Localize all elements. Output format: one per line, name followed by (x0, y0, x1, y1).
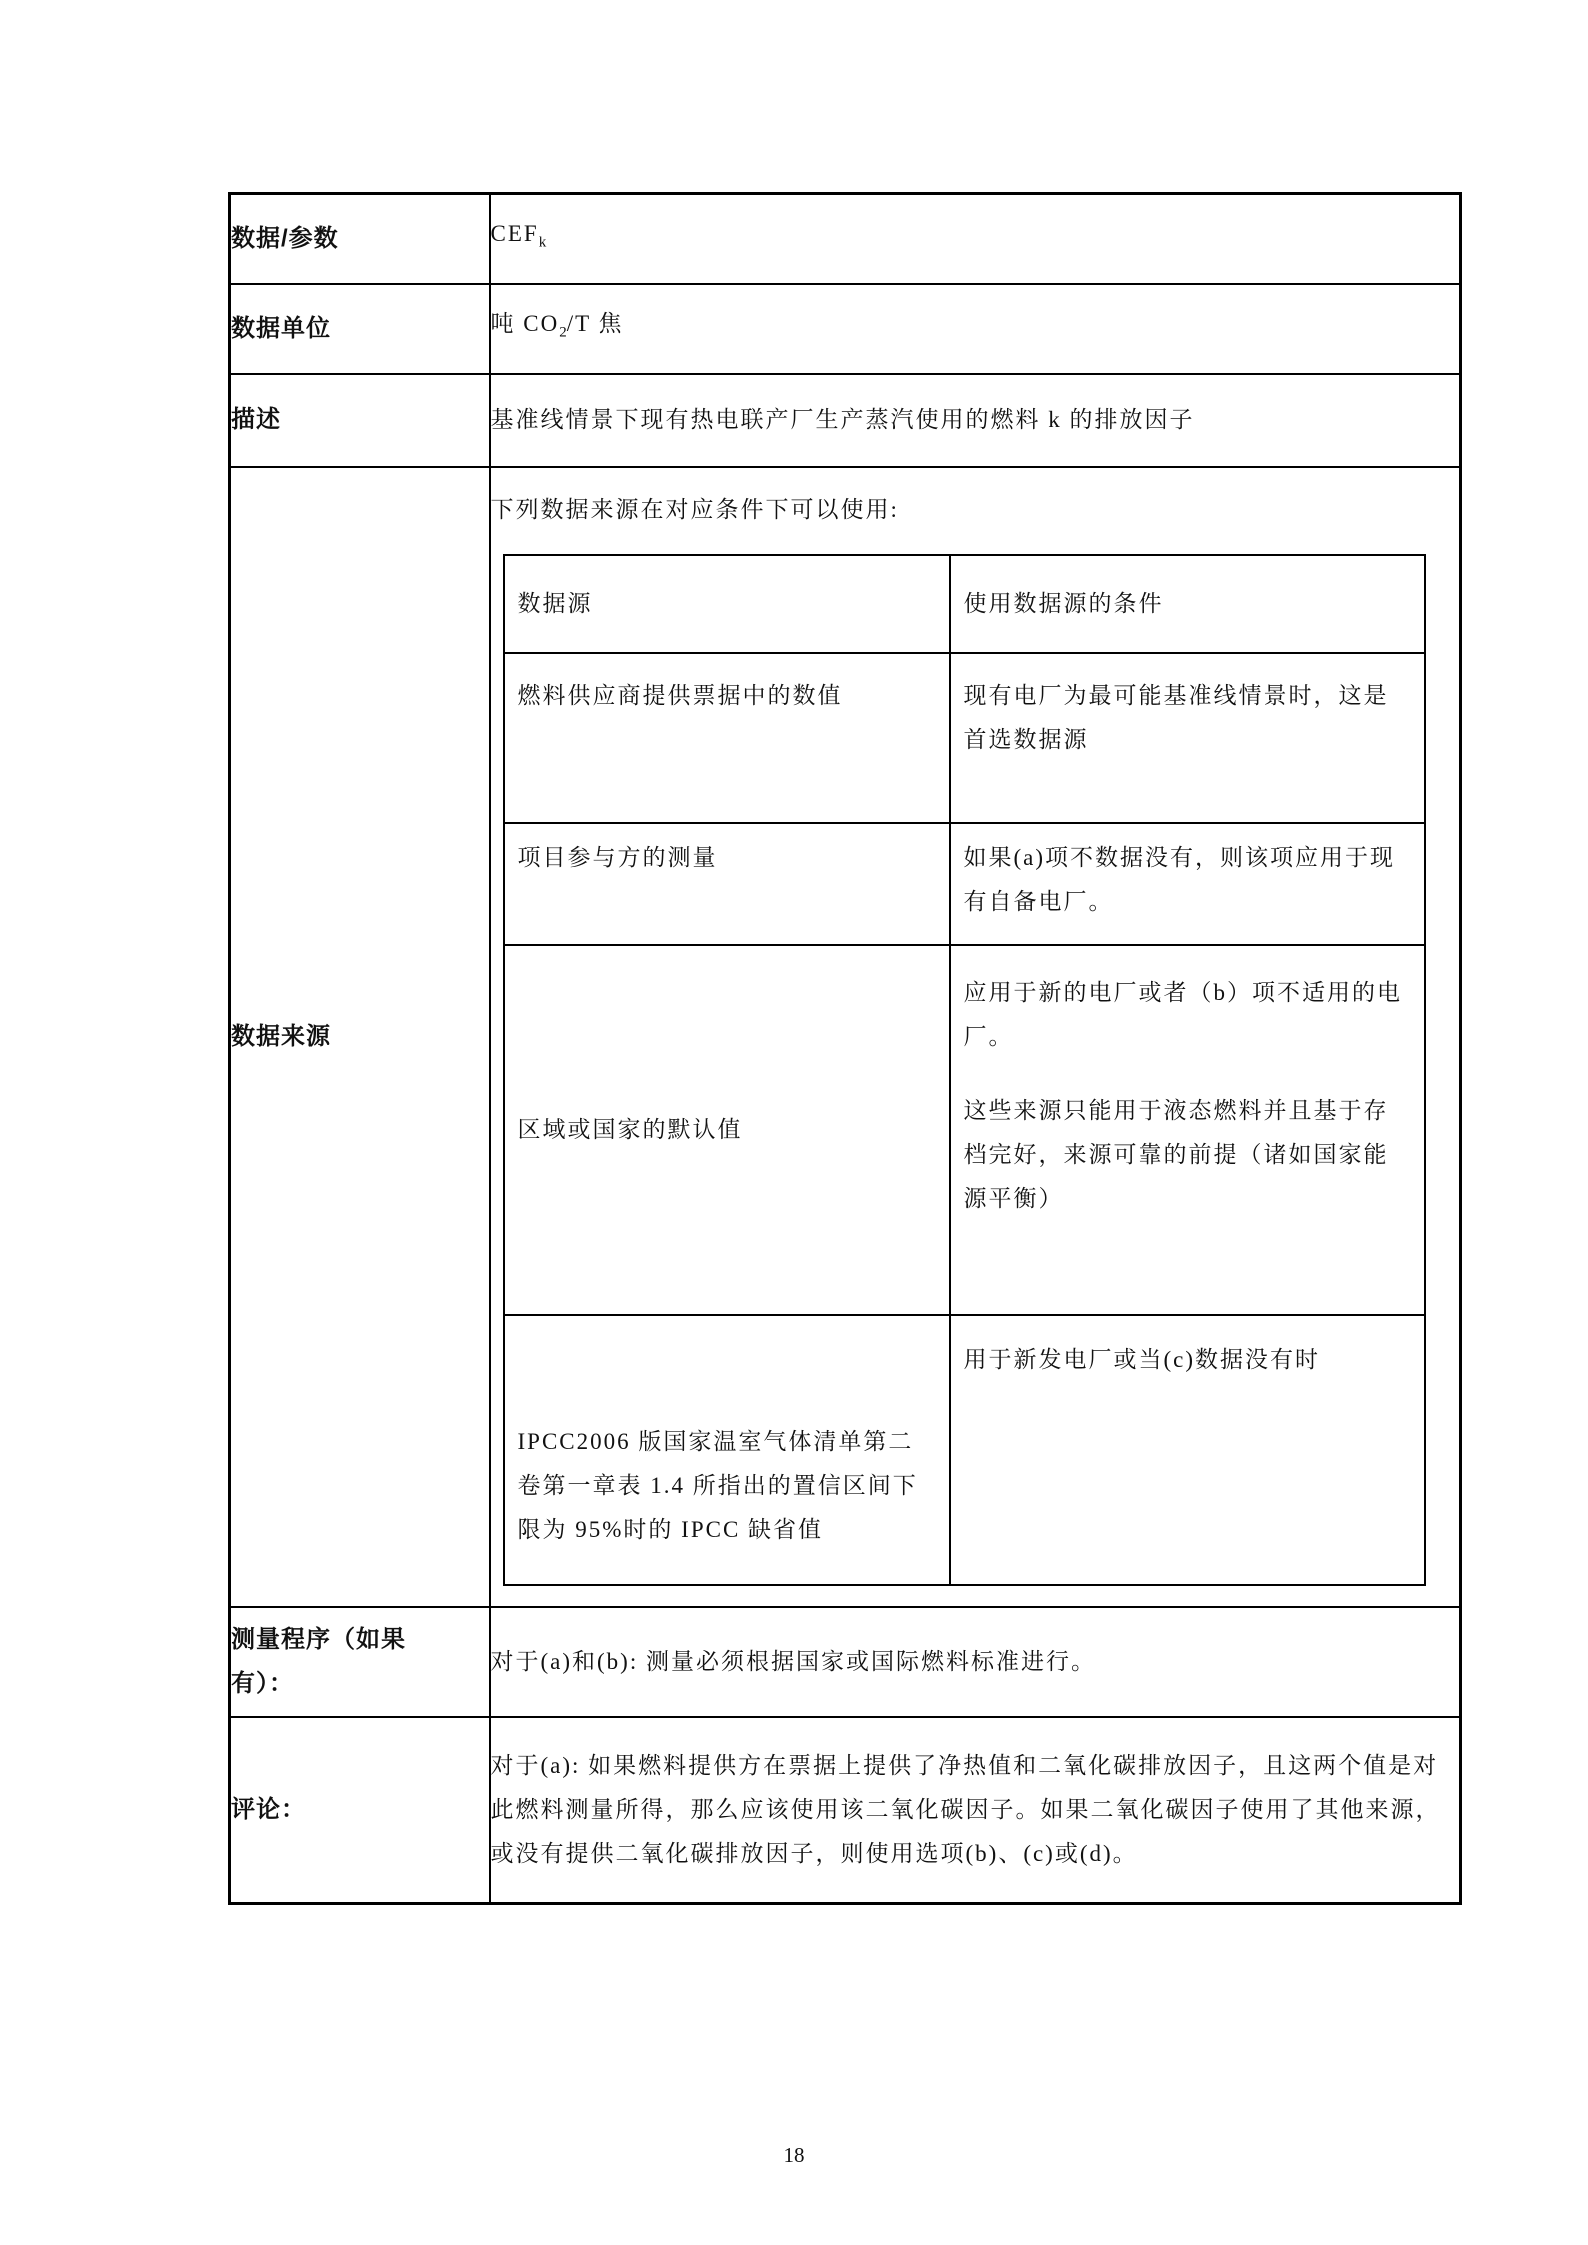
data-source-intro: 下列数据来源在对应条件下可以使用: (490, 496, 899, 522)
unit-row-label: 数据单位 (231, 314, 331, 342)
description-value: 基准线情景下现有热电联产厂生产蒸汽使用的燃料 k 的排放因子 (490, 407, 1195, 432)
description-row-label: 描述 (231, 406, 281, 433)
unit-value: 吨 $CO_2/T$ 焦 (490, 311, 624, 341)
source-table-row (504, 653, 1425, 823)
measurement-value: 对于(a)和(b): 测量必须根据国家或国际燃料标准进行。 (490, 1648, 1096, 1674)
condition-paragraph: 应用于新的电厂或者（b）项不适用的电厂。 (963, 979, 1402, 1049)
data-source-table (503, 554, 1426, 1586)
source-table-row (504, 1315, 1425, 1585)
page-number: 18 (783, 2143, 805, 2167)
table-row (230, 374, 1461, 467)
param-value: $CEF_k$ (490, 221, 547, 252)
source-column-header: 数据源 (504, 555, 950, 653)
table-row (230, 194, 1461, 284)
source-cell: 项目参与方的测量 (504, 823, 950, 945)
unit-subscript: 2 (559, 324, 567, 341)
source-table-row (504, 823, 1425, 945)
condition-column-header: 使用数据源的条件 (950, 555, 1425, 653)
data-source-row-label: 数据来源 (231, 1022, 331, 1050)
table-row (230, 1607, 1461, 1717)
source-cell: 燃料供应商提供票据中的数值 (504, 653, 950, 823)
condition-cell (950, 945, 1425, 1315)
condition-paragraph: 这些来源只能用于液态燃料并且基于存档完好，来源可靠的前提（诸如国家能源平衡） (963, 1097, 1389, 1211)
source-table-header-row (504, 555, 1425, 653)
param-subscript: k (538, 235, 547, 252)
source-table-row (504, 945, 1425, 1315)
table-row (230, 467, 1461, 1607)
source-cell: IPCC2006 版国家温室气体清单第二卷第一章表 1.4 所指出的置信区间下限为 95%时的 IPCC 缺省值 (504, 1315, 950, 1585)
source-cell: 区域或国家的默认值 (504, 945, 950, 1315)
parameter-table (228, 192, 1462, 1905)
table-row (230, 284, 1461, 374)
param-row-label: 数据/参数 (231, 224, 339, 252)
condition-cell: 用于新发电厂或当(c)数据没有时 (950, 1315, 1425, 1585)
condition-cell: 如果(a)项不数据没有，则该项应用于现有自备电厂。 (950, 823, 1425, 945)
measurement-row-label: 测量程序（如果有）： (231, 1625, 406, 1697)
table-row (230, 1717, 1461, 1904)
comment-row-label: 评论： (231, 1795, 306, 1823)
comment-value: 对于(a): 如果燃料提供方在票据上提供了净热值和二氧化碳排放因子，且这两个值是对此燃料测量所得，那么应该使用该二氧化碳因子。如果二氧化碳因子使用了其他来源，或没有提供二氧化碳排放因子，则使用选项(b)、(c)或(d)。 (490, 1752, 1441, 1866)
condition-cell: 现有电厂为最可能基准线情景时，这是首选数据源 (950, 653, 1425, 823)
